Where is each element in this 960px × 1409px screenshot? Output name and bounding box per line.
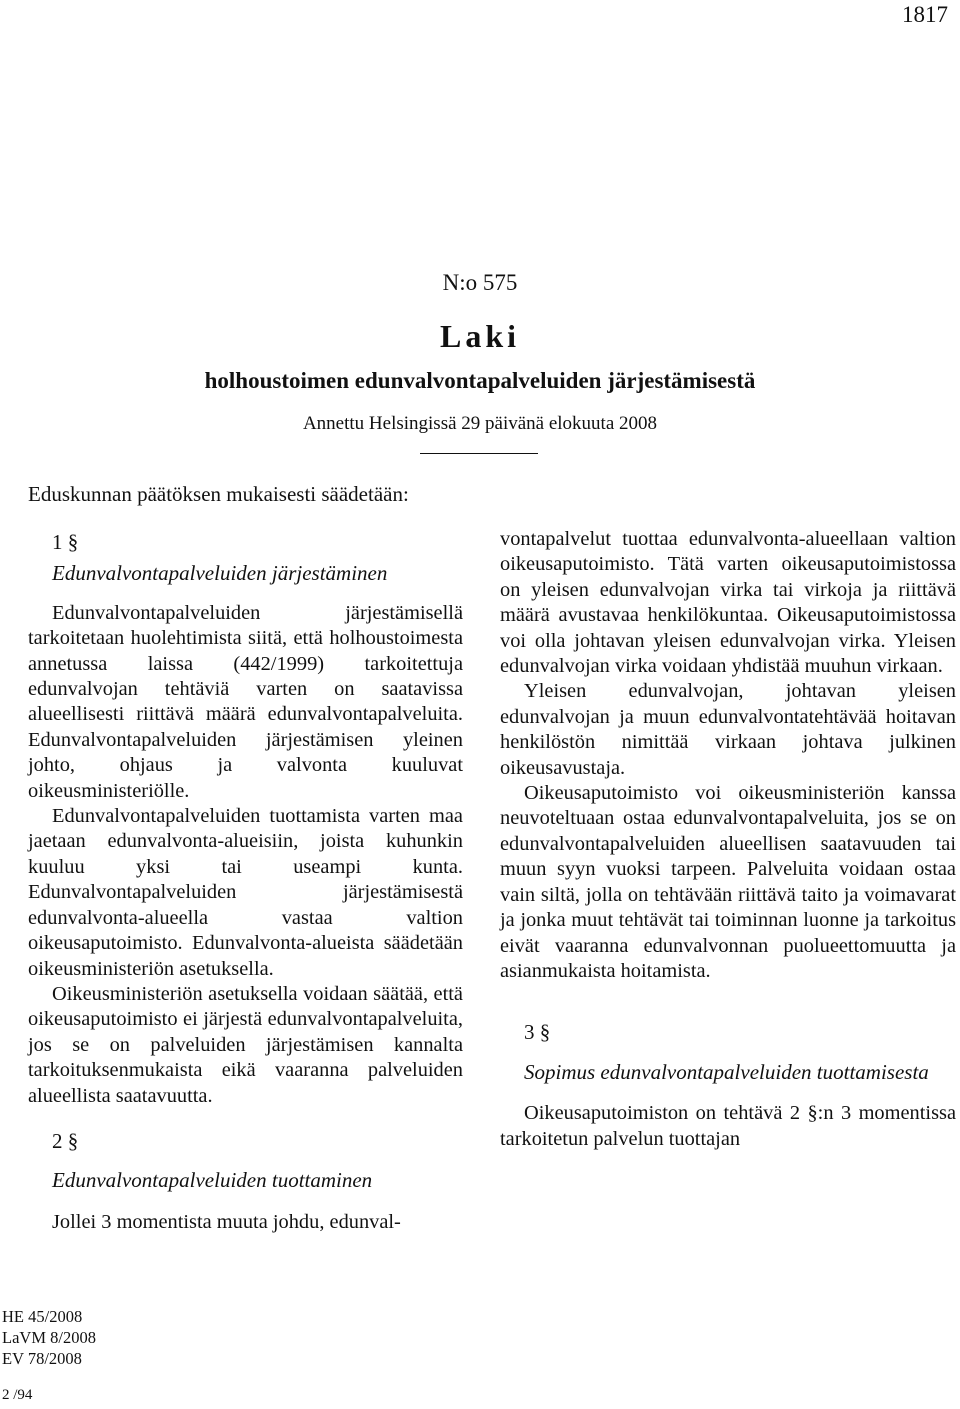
section-1-heading: Edunvalvontapalveluiden järjestäminen [52,561,388,586]
document-number: N:o 575 [442,270,518,295]
enactment-clause: Eduskunnan päätöksen mukaisesti säädetään: [28,482,409,506]
print-signature: 2 /94 [2,1387,33,1403]
reference-he: HE 45/2008 [2,1307,83,1326]
left-column [28,530,463,1235]
section-2-paragraph-3: Oikeusaputoimisto voi oikeusministeriön kanssa neuvoteltuaan ostaa edunvalvontapalveluita, jos se on edunvalvontapalveluiden alueellisen saatavuuden tai muun syyn vuoksi tarpeen. Palveluita voidaan ostaa vain siltä, jolla on tehtävään riittävä taito ja voimavarat ja jonka muut tehtävät tai toiminnan luonne ja tarkoitus eivät vaaranna edunvalvonnan puolueettomuutta ja asianmukaista hoitamista. [500,782,956,982]
section-1-paragraph-3: Oikeusministeriön asetuksella voidaan säätää, että oikeusaputoimisto ei järjestä edunvalvontapalveluita, jos se on palveluiden järjestämisen kannalta tarkoituksenmukaista eikä vaaranna palveluiden alueellista saatavuutta. [28,982,463,1107]
right-column [500,527,956,1152]
document-title: holhoustoimen edunvalvontapalveluiden järjestämisestä [204,368,756,393]
legislative-references [2,1306,96,1369]
section-2-number: 2 § [52,1128,79,1153]
page-number: 1817 [902,2,948,27]
title-divider [420,453,538,454]
section-2-paragraph-1-start: Jollei 3 momentista muuta johdu, edunval- [52,1210,401,1233]
section-1-paragraph-2: Edunvalvontapalveluiden tuottamista varten maa jaetaan edunvalvonta-alueisiin, joista kuhunkin kuuluu yksi tai useampi kunta. Edunvalvontapalveluiden järjestämisestä edunvalvonta-alueella vastaa valtion oikeusaputoimisto. Edunvalvonta-alueista säädetään oikeusministeriön asetuksella. [28,805,463,980]
section-3-heading: Sopimus edunvalvontapalveluiden tuottamisesta [524,1059,929,1084]
section-1-number: 1 § [52,530,79,554]
date-line: Annettu Helsingissä 29 päivänä elokuuta 2008 [302,413,658,434]
section-2-heading: Edunvalvontapalveluiden tuottaminen [52,1168,373,1193]
section-3-paragraph-1-start: Oikeusaputoimiston on tehtävä 2 §:n 3 momentissa tarkoitetun palvelun tuottajan [500,1102,956,1150]
reference-lavm: LaVM 8/2008 [2,1328,96,1347]
reference-ev: EV 78/2008 [2,1349,82,1368]
section-3-number: 3 § [524,1020,551,1045]
section-1-paragraph-1: Edunvalvontapalveluiden järjestämisellä tarkoitetaan huolehtimista siitä, että holhoustoimesta annetussa laissa (442/1999) tarkoitettuja edunvalvojan tehtäviä varten on saatavissa alueellisesti riittävä määrä edunvalvontapalveluita. Edunvalvontapalveluiden järjestämisen yleinen johto, ohjaus ja valvonta kuuluvat oikeusministeriölle. [28,601,463,802]
section-2-paragraph-2: Yleisen edunvalvojan, johtavan yleisen edunvalvojan ja muun edunvalvontatehtävää hoitavan henkilöstön nimittää virkaan johtava julkinen oikeusavustaja. [500,680,956,779]
document-type: Laki [439,318,521,354]
section-2-paragraph-1-continued: vontapalvelut tuottaa edunvalvonta-alueellaan valtion oikeusaputoimisto. Tätä varten oikeusaputoimistossa on yleisen edunvalvojan virka tai virkoja ja riittävä määrä avustavaa henkilökuntaa. Oikeusaputoimistossa voi olla johtavan yleisen edunvalvojan virka. Yleisen edunvalvojan virka voidaan yhdistää muuhun virkaan. [500,528,956,678]
